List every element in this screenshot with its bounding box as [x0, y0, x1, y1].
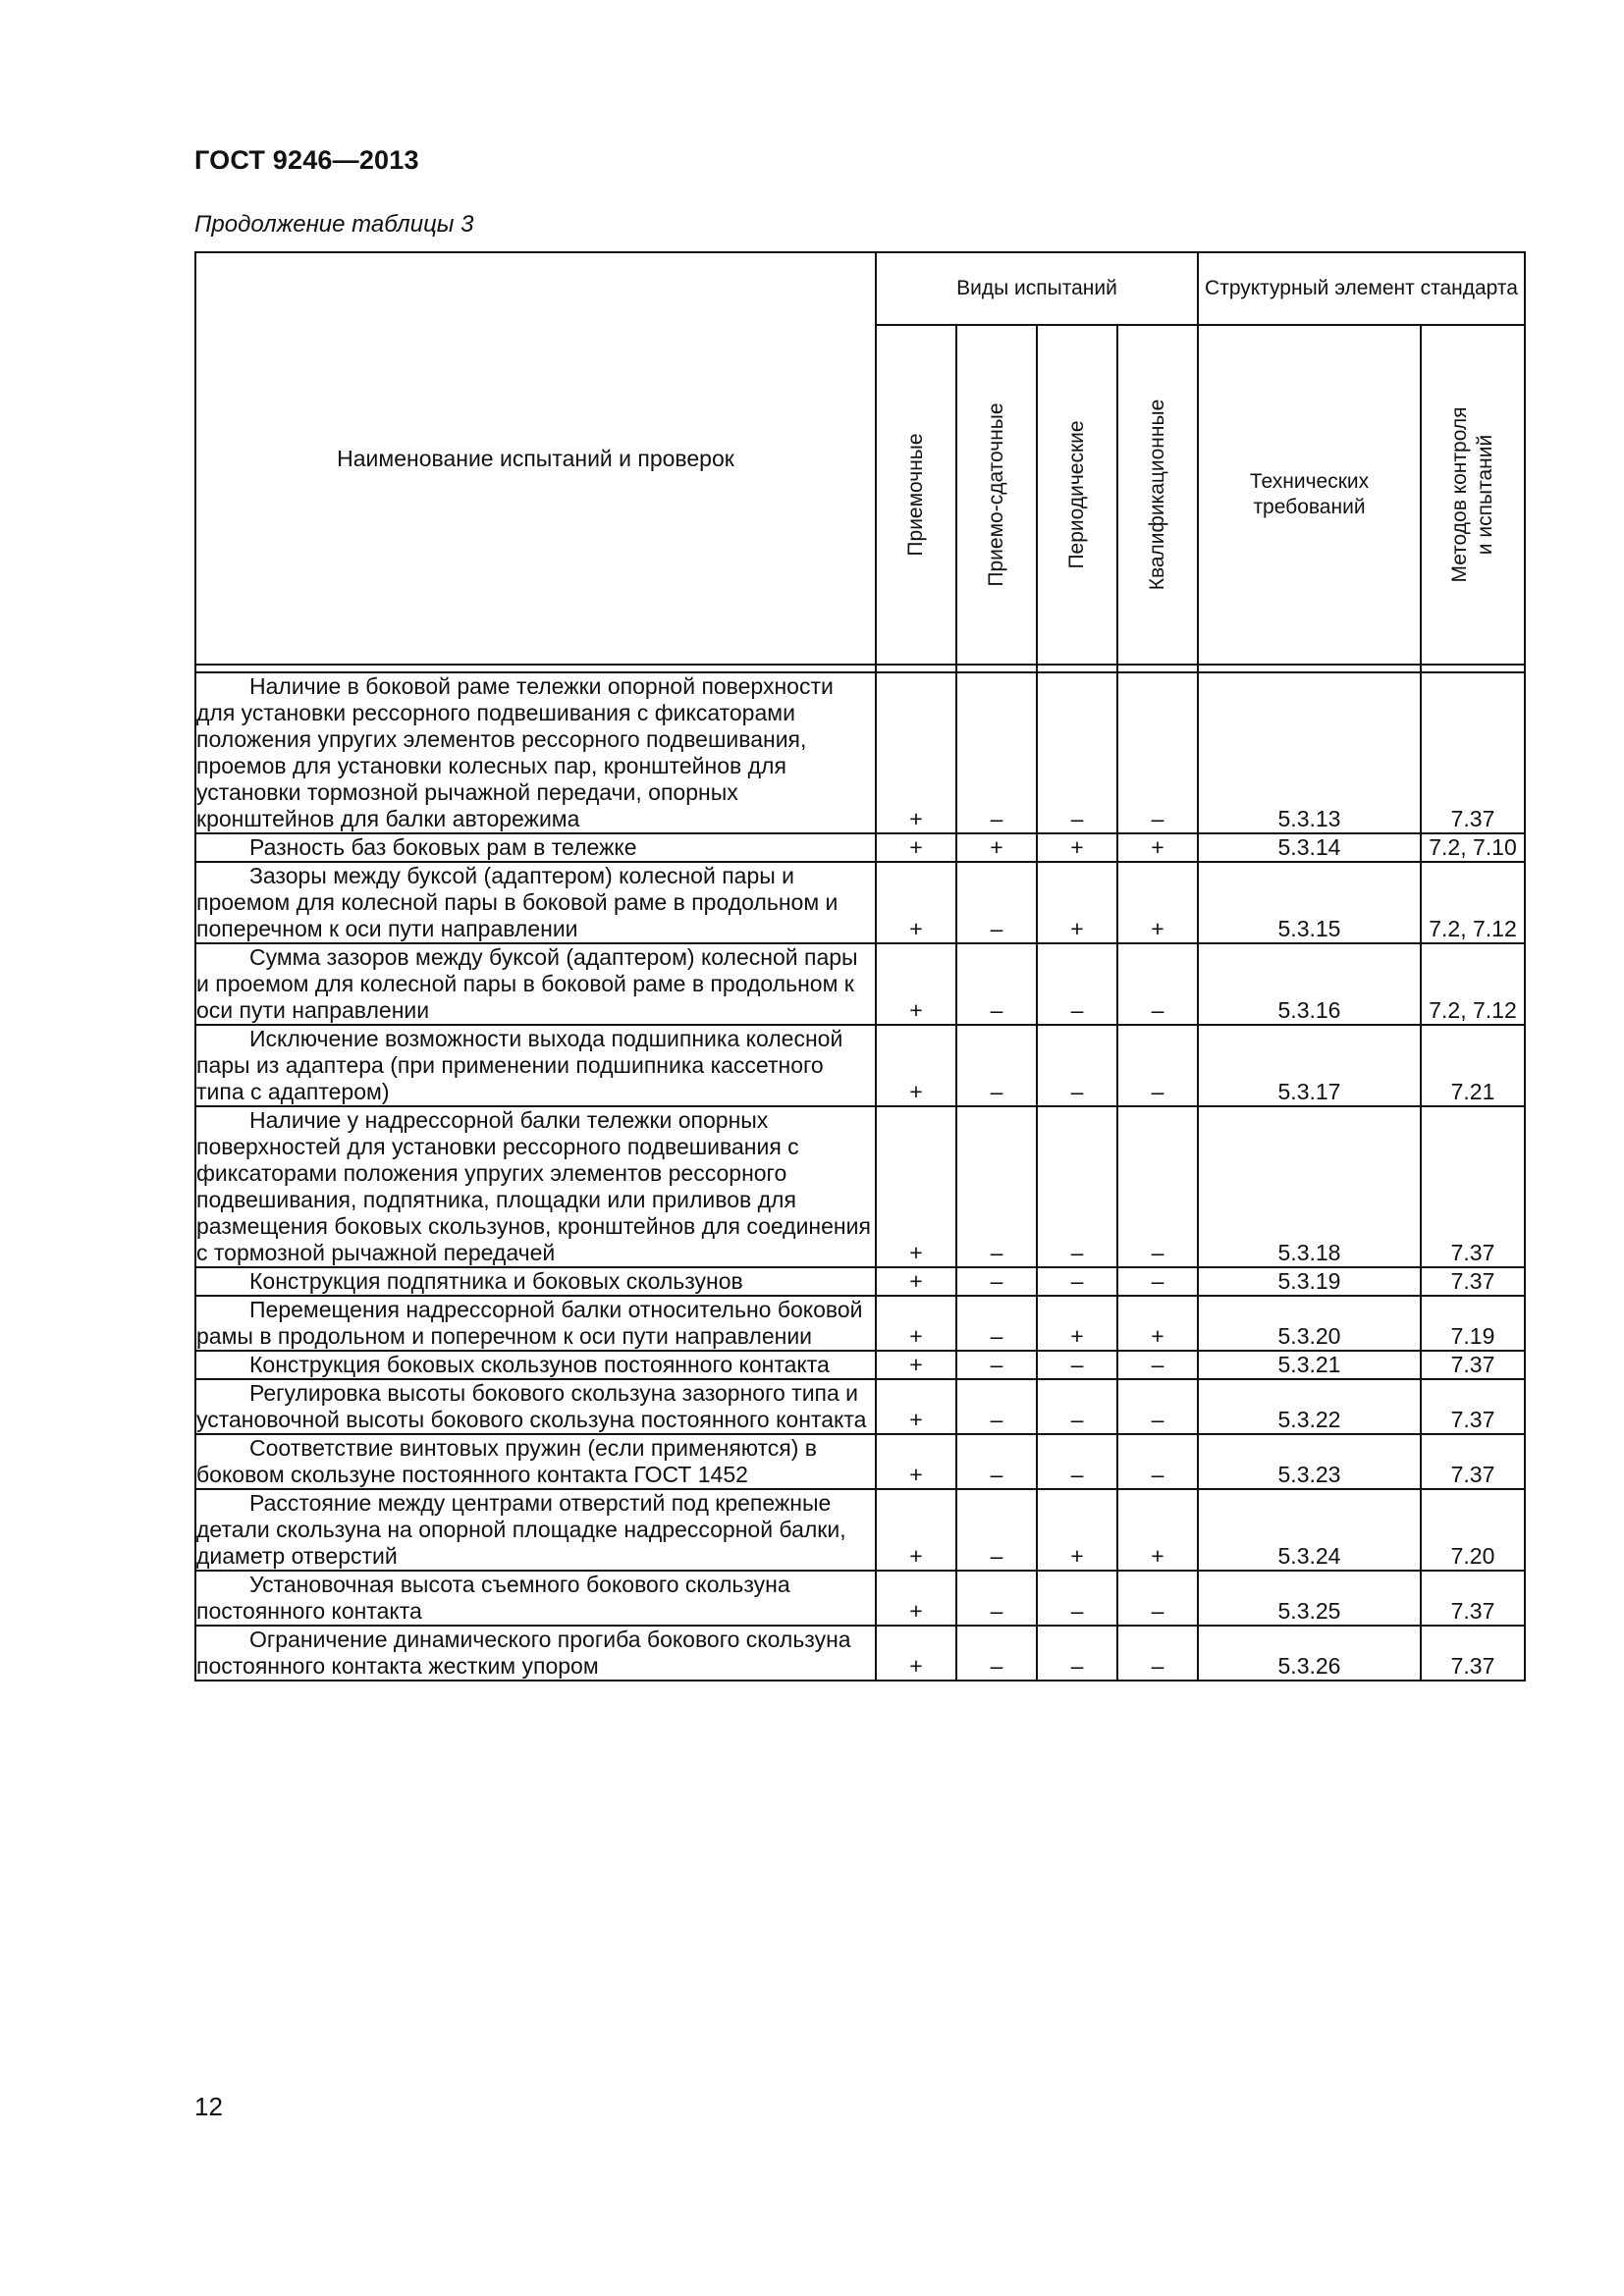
tech-requirement-ref: 5.3.18: [1198, 1106, 1421, 1267]
mark-acceptance: +: [876, 1571, 956, 1626]
header-type-delivery: Приемо-сдаточные: [956, 325, 1037, 665]
mark-periodic: –: [1037, 1106, 1117, 1267]
document-code: ГОСТ 9246—2013: [194, 145, 419, 175]
tech-requirement-ref: 5.3.24: [1198, 1489, 1421, 1571]
tests-table: [194, 251, 1526, 1682]
table-row: [195, 1571, 1525, 1626]
tech-requirement-ref: 5.3.17: [1198, 1025, 1421, 1106]
method-ref: 7.2, 7.12: [1421, 943, 1525, 1025]
mark-periodic: –: [1037, 1267, 1117, 1296]
mark-delivery: –: [956, 1267, 1037, 1296]
mark-periodic: +: [1037, 833, 1117, 862]
test-name: Перемещения надрессорной балки относительно боковой рамы в продольном и поперечном к оси пути направлении: [195, 1296, 876, 1351]
test-name: Конструкция боковых скользунов постоянного контакта: [195, 1351, 876, 1379]
mark-acceptance: +: [876, 1267, 956, 1296]
test-name: Соответствие винтовых пружин (если применяются) в боковом скользуне постоянного контакта ГОСТ 1452: [195, 1434, 876, 1489]
mark-delivery: –: [956, 862, 1037, 943]
table-row: [195, 862, 1525, 943]
page-number: 12: [194, 2092, 223, 2121]
mark-acceptance: +: [876, 1379, 956, 1434]
mark-periodic: –: [1037, 672, 1117, 833]
tech-requirement-ref: 5.3.15: [1198, 862, 1421, 943]
method-ref: 7.37: [1421, 1267, 1525, 1296]
table-row: [195, 1434, 1525, 1489]
mark-delivery: –: [956, 1489, 1037, 1571]
test-name: Наличие в боковой раме тележки опорной поверхности для установки рессорного подвешивания с фиксаторами положения упругих элементов рессорного подвешивания, проемов для установки колесных пар, кронштейнов для установки тормозной рычажной передачи, опорных кронштейнов для балки авторежима: [195, 672, 876, 833]
mark-delivery: –: [956, 1296, 1037, 1351]
table-row: [195, 833, 1525, 862]
mark-qualification: –: [1117, 672, 1198, 833]
tech-requirement-ref: 5.3.20: [1198, 1296, 1421, 1351]
header-tech-requirements: Технических требований: [1198, 325, 1421, 665]
mark-delivery: –: [956, 1106, 1037, 1267]
method-ref: 7.37: [1421, 1379, 1525, 1434]
mark-qualification: –: [1117, 1025, 1198, 1106]
method-ref: 7.20: [1421, 1489, 1525, 1571]
mark-periodic: –: [1037, 1434, 1117, 1489]
mark-qualification: –: [1117, 1571, 1198, 1626]
header-control-methods: Методов контроля и испытаний: [1421, 325, 1525, 665]
mark-delivery: –: [956, 672, 1037, 833]
method-ref: 7.2, 7.12: [1421, 862, 1525, 943]
mark-delivery: –: [956, 1571, 1037, 1626]
mark-qualification: –: [1117, 1626, 1198, 1681]
header-structural-element: Структурный элемент стандарта: [1198, 252, 1525, 325]
mark-acceptance: +: [876, 1296, 956, 1351]
mark-periodic: –: [1037, 1025, 1117, 1106]
table-row: [195, 943, 1525, 1025]
mark-acceptance: +: [876, 1434, 956, 1489]
method-ref: 7.37: [1421, 1351, 1525, 1379]
table-row: [195, 1025, 1525, 1106]
tech-requirement-ref: 5.3.23: [1198, 1434, 1421, 1489]
mark-acceptance: +: [876, 1106, 956, 1267]
mark-periodic: +: [1037, 1489, 1117, 1571]
mark-acceptance: +: [876, 1626, 956, 1681]
method-ref: 7.37: [1421, 672, 1525, 833]
mark-periodic: –: [1037, 943, 1117, 1025]
tech-requirement-ref: 5.3.25: [1198, 1571, 1421, 1626]
mark-delivery: +: [956, 833, 1037, 862]
test-name: Расстояние между центрами отверстий под крепежные детали скользуна на опорной площадке надрессорной балки, диаметр отверстий: [195, 1489, 876, 1571]
mark-delivery: –: [956, 1626, 1037, 1681]
mark-acceptance: +: [876, 833, 956, 862]
mark-qualification: –: [1117, 1106, 1198, 1267]
mark-qualification: –: [1117, 1267, 1198, 1296]
mark-periodic: –: [1037, 1379, 1117, 1434]
mark-qualification: –: [1117, 1434, 1198, 1489]
mark-periodic: –: [1037, 1626, 1117, 1681]
mark-acceptance: +: [876, 1025, 956, 1106]
tech-requirement-ref: 5.3.14: [1198, 833, 1421, 862]
table-row: [195, 1626, 1525, 1681]
tech-requirement-ref: 5.3.21: [1198, 1351, 1421, 1379]
mark-qualification: +: [1117, 1489, 1198, 1571]
header-test-types: Виды испытаний: [876, 252, 1198, 325]
mark-periodic: +: [1037, 1296, 1117, 1351]
method-ref: 7.37: [1421, 1106, 1525, 1267]
table-row: [195, 1106, 1525, 1267]
test-name: Зазоры между буксой (адаптером) колесной пары и проемом для колесной пары в боковой раме в продольном и поперечном к оси пути направлении: [195, 862, 876, 943]
mark-delivery: –: [956, 1025, 1037, 1106]
table-row: [195, 1489, 1525, 1571]
header-test-name: Наименование испытаний и проверок: [195, 252, 876, 665]
mark-acceptance: +: [876, 862, 956, 943]
mark-qualification: –: [1117, 943, 1198, 1025]
mark-delivery: –: [956, 943, 1037, 1025]
header-separator: [195, 665, 1525, 672]
header-type-acceptance: Приемочные: [876, 325, 956, 665]
method-ref: 7.37: [1421, 1571, 1525, 1626]
mark-periodic: –: [1037, 1571, 1117, 1626]
table-row: [195, 672, 1525, 833]
test-name: Сумма зазоров между буксой (адаптером) колесной пары и проемом для колесной пары в боковой раме в продольном к оси пути направлении: [195, 943, 876, 1025]
mark-delivery: –: [956, 1379, 1037, 1434]
tech-requirement-ref: 5.3.26: [1198, 1626, 1421, 1681]
test-name: Регулировка высоты бокового скользуна зазорного типа и установочной высоты бокового скользуна постоянного контакта: [195, 1379, 876, 1434]
test-name: Разность баз боковых рам в тележке: [195, 833, 876, 862]
table-row: [195, 1296, 1525, 1351]
method-ref: 7.21: [1421, 1025, 1525, 1106]
test-name: Установочная высота съемного бокового скользуна постоянного контакта: [195, 1571, 876, 1626]
mark-qualification: –: [1117, 1351, 1198, 1379]
mark-acceptance: +: [876, 672, 956, 833]
mark-qualification: +: [1117, 862, 1198, 943]
header-type-periodic: Периодические: [1037, 325, 1117, 665]
mark-qualification: +: [1117, 1296, 1198, 1351]
test-name: Конструкция подпятника и боковых скользунов: [195, 1267, 876, 1296]
header-type-qualification: Квалификационные: [1117, 325, 1198, 665]
mark-delivery: –: [956, 1434, 1037, 1489]
table-caption: Продолжение таблицы 3: [194, 211, 474, 238]
mark-acceptance: +: [876, 1351, 956, 1379]
mark-acceptance: +: [876, 943, 956, 1025]
test-name: Наличие у надрессорной балки тележки опорных поверхностей для установки рессорного подвешивания с фиксаторами положения упругих элементов рессорного подвешивания, подпятника, площадки или приливов для размещения боковых скользунов, кронштейнов для соединения с тормозной рычажной передачей: [195, 1106, 876, 1267]
test-name: Ограничение динамического прогиба бокового скользуна постоянного контакта жестким упором: [195, 1626, 876, 1681]
mark-qualification: –: [1117, 1379, 1198, 1434]
table-row: [195, 1267, 1525, 1296]
tech-requirement-ref: 5.3.13: [1198, 672, 1421, 833]
mark-qualification: +: [1117, 833, 1198, 862]
test-name: Исключение возможности выхода подшипника колесной пары из адаптера (при применении подшипника кассетного типа с адаптером): [195, 1025, 876, 1106]
method-ref: 7.2, 7.10: [1421, 833, 1525, 862]
mark-delivery: –: [956, 1351, 1037, 1379]
method-ref: 7.19: [1421, 1296, 1525, 1351]
table-row: [195, 1379, 1525, 1434]
tech-requirement-ref: 5.3.19: [1198, 1267, 1421, 1296]
table-row: [195, 1351, 1525, 1379]
tech-requirement-ref: 5.3.22: [1198, 1379, 1421, 1434]
mark-periodic: –: [1037, 1351, 1117, 1379]
mark-periodic: +: [1037, 862, 1117, 943]
mark-acceptance: +: [876, 1489, 956, 1571]
method-ref: 7.37: [1421, 1626, 1525, 1681]
method-ref: 7.37: [1421, 1434, 1525, 1489]
tech-requirement-ref: 5.3.16: [1198, 943, 1421, 1025]
